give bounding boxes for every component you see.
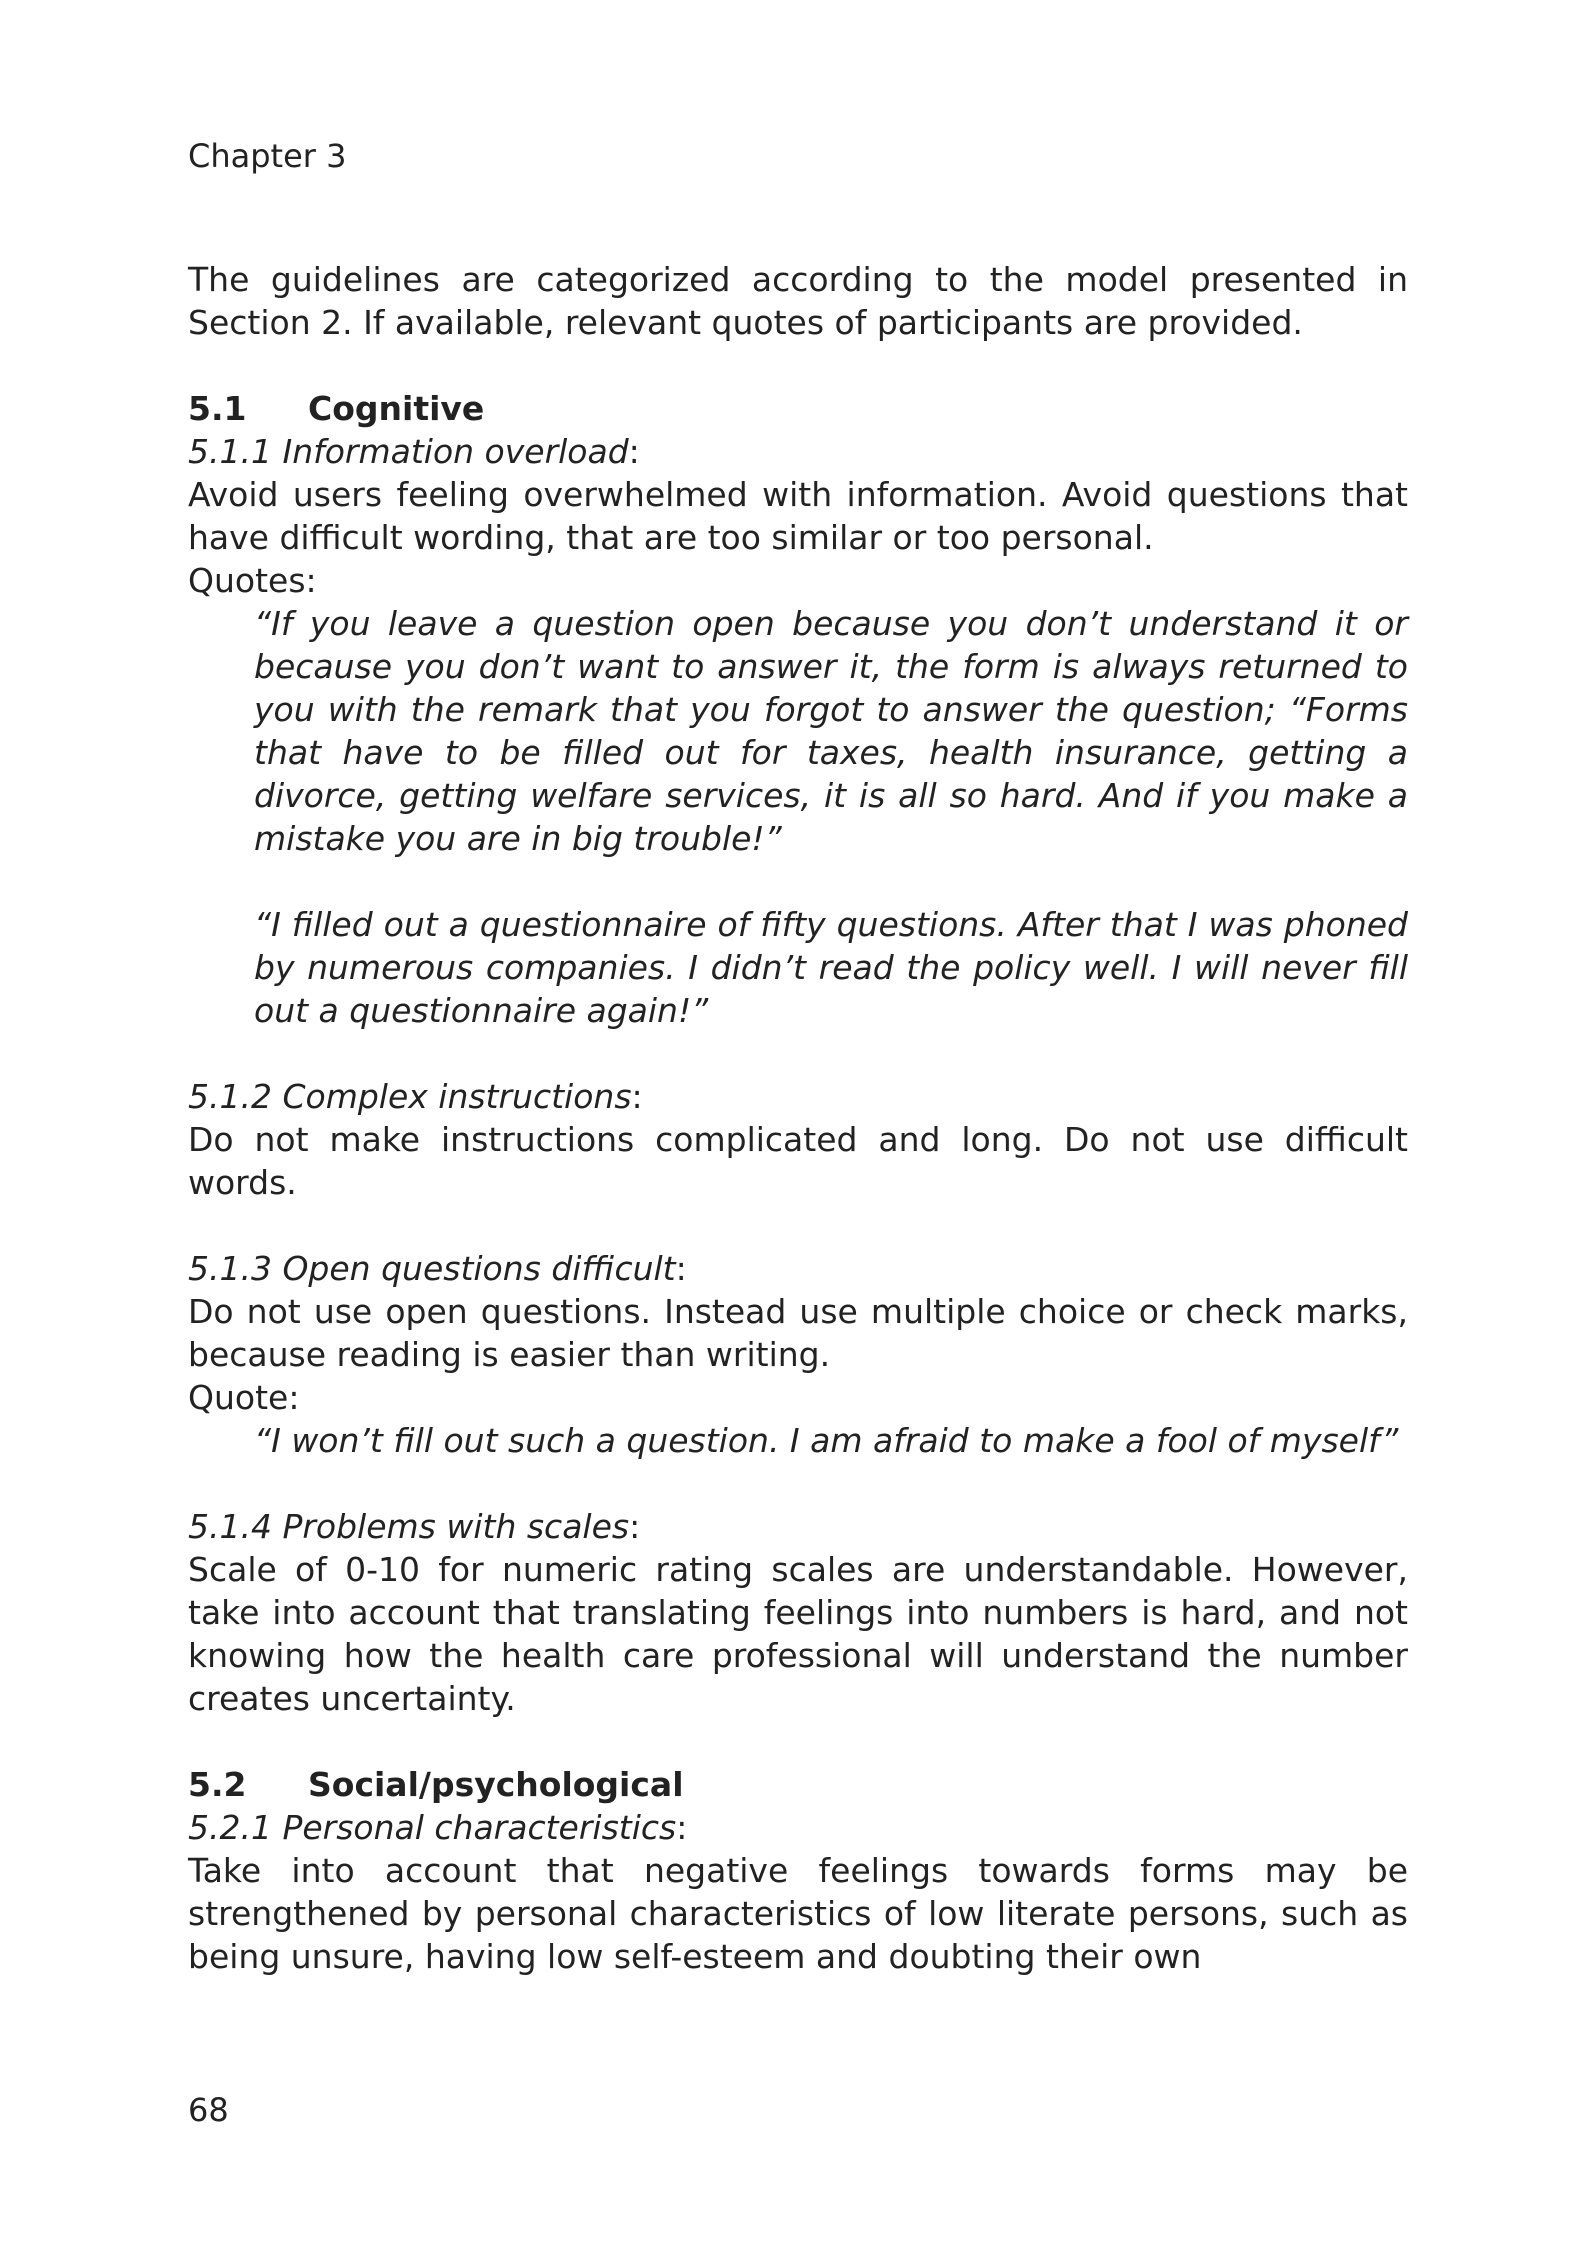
spacer xyxy=(188,1462,1408,1505)
section-heading-5-1 xyxy=(188,387,1408,430)
body-text xyxy=(188,258,1408,1978)
section-heading-5-2 xyxy=(188,1763,1408,1806)
quote-block: “If you leave a question open because you don’t understand it or because you don’t want to answer it, the form is always returned to you with the remark that you forgot to answer the question; “Forms that have to be filled out for taxes, health insurance, getting a divorce, getting welfare services, it is all so hard. And if you make a mistake you are in big trouble!” xyxy=(254,604,1408,858)
subsection-label-5-2-1: 5.2.1 Personal characteristics: xyxy=(188,1808,688,1847)
spacer xyxy=(188,860,1408,903)
subsection-label-5-1-1: 5.1.1 Information overload: xyxy=(188,432,640,471)
page-number: 68 xyxy=(188,2091,229,2129)
running-head: Chapter 3 xyxy=(188,137,347,175)
quote-block: “I filled out a questionnaire of fifty questions. After that I was phoned by numerous companies. I didn’t read the policy well. I will never fill out a questionnaire again!” xyxy=(254,905,1408,1030)
spacer xyxy=(188,1720,1408,1763)
spacer xyxy=(188,1032,1408,1075)
subsection-text-5-1-4: Scale of 0-10 for numeric rating scales are understandable. However, take into account that translating feelings into numbers is hard, and not knowing how the health care professional will understand the number creates uncertainty. xyxy=(188,1550,1408,1718)
intro-paragraph: The guidelines are categorized according to the model presented in Section 2. If available, relevant quotes of participants are provided. xyxy=(188,260,1408,342)
subsection-text-5-1-2: Do not make instructions complicated and long. Do not use difficult words. xyxy=(188,1120,1408,1202)
quote-block: “I won’t fill out such a question. I am afraid to make a fool of myself” xyxy=(254,1421,1399,1460)
section-title: Social/psychological xyxy=(308,1765,684,1804)
subsection-label-5-1-3: 5.1.3 Open questions difficult: xyxy=(188,1249,687,1288)
subsection-text-5-1-3: Do not use open questions. Instead use multiple choice or check marks, because reading is easier than writing. xyxy=(188,1292,1408,1374)
quote-label: Quote: xyxy=(188,1378,300,1417)
subsection-label-5-1-4: 5.1.4 Problems with scales: xyxy=(188,1507,641,1546)
section-number: 5.1 xyxy=(188,389,247,428)
section-number: 5.2 xyxy=(188,1765,247,1804)
spacer xyxy=(188,1204,1408,1247)
subsection-label-5-1-2: 5.1.2 Complex instructions: xyxy=(188,1077,643,1116)
quotes-label: Quotes: xyxy=(188,561,317,600)
section-title: Cognitive xyxy=(308,389,485,428)
subsection-text-5-2-1: Take into account that negative feelings towards forms may be strengthened by personal characteristics of low literate persons, such as being unsure, having low self-esteem and doubting their own xyxy=(188,1851,1408,1976)
subsection-text-5-1-1: Avoid users feeling overwhelmed with information. Avoid questions that have difficult wording, that are too similar or too personal. xyxy=(188,475,1408,557)
